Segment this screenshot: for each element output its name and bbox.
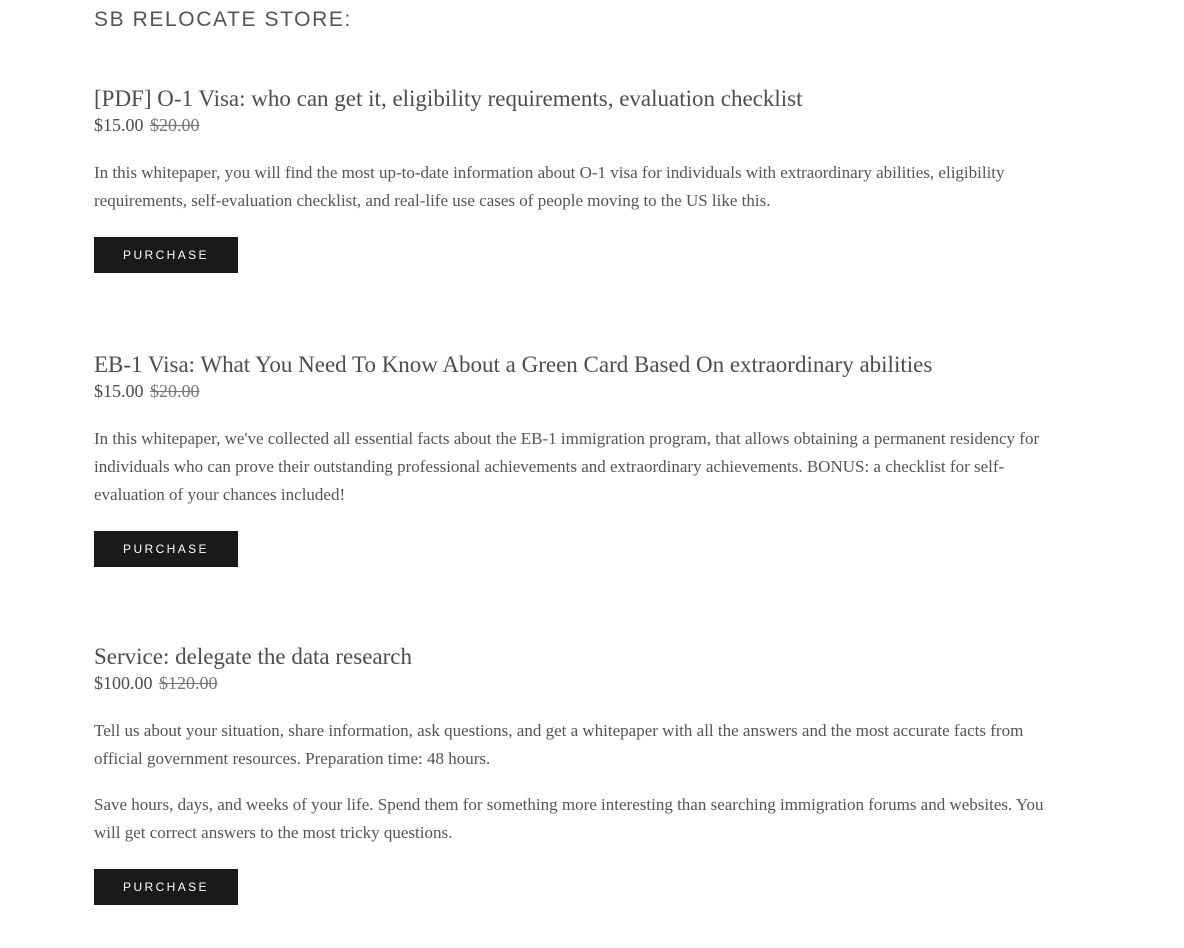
purchase-button[interactable]: PURCHASE — [94, 531, 238, 567]
original-price: $20.00 — [150, 115, 200, 135]
product-title: EB-1 Visa: What You Need To Know About a Green Card Based On extraordinary abilities — [94, 352, 933, 377]
product-description: In this whitepaper, we've collected all essential facts about the EB-1 immigration program, that allows obtaining a permanent residency for individuals who can prove their outstanding professional achievements and extraordinary achievements. BONUS: a checklist for self-evaluation of your chances included! — [94, 429, 1040, 504]
price-row — [94, 672, 1049, 694]
store-title: SB RELOCATE STORE: — [94, 8, 352, 31]
current-price: $15.00 — [94, 115, 144, 135]
current-price: $15.00 — [94, 381, 144, 401]
price-row — [94, 114, 1049, 136]
product-description: In this whitepaper, you will find the most up-to-date information about O-1 visa for individuals with extraordinary abilities, eligibility requirements, self-evaluation checklist, and real-life use cases of people moving to the US like this. — [94, 163, 1005, 210]
product-description: Tell us about your situation, share information, ask questions, and get a whitepaper with all the answers and the most accurate facts from official government resources. Preparation time: 48 hours. — [94, 721, 1024, 768]
product-card — [94, 643, 1049, 905]
product-title: Service: delegate the data research — [94, 644, 412, 669]
store-section — [94, 0, 1049, 894]
original-price: $20.00 — [150, 381, 200, 401]
product-title: [PDF] O-1 Visa: who can get it, eligibility requirements, evaluation checklist — [94, 86, 803, 111]
purchase-button[interactable]: PURCHASE — [94, 869, 238, 905]
product-card — [94, 85, 1049, 273]
product-card — [94, 351, 1049, 567]
product-description: Save hours, days, and weeks of your life. Spend them for something more interesting than searching immigration forums and websites. You will get correct answers to the most tricky questions. — [94, 795, 1044, 842]
original-price: $120.00 — [159, 673, 218, 693]
purchase-button[interactable]: PURCHASE — [94, 237, 238, 273]
price-row — [94, 380, 1049, 402]
current-price: $100.00 — [94, 673, 153, 693]
